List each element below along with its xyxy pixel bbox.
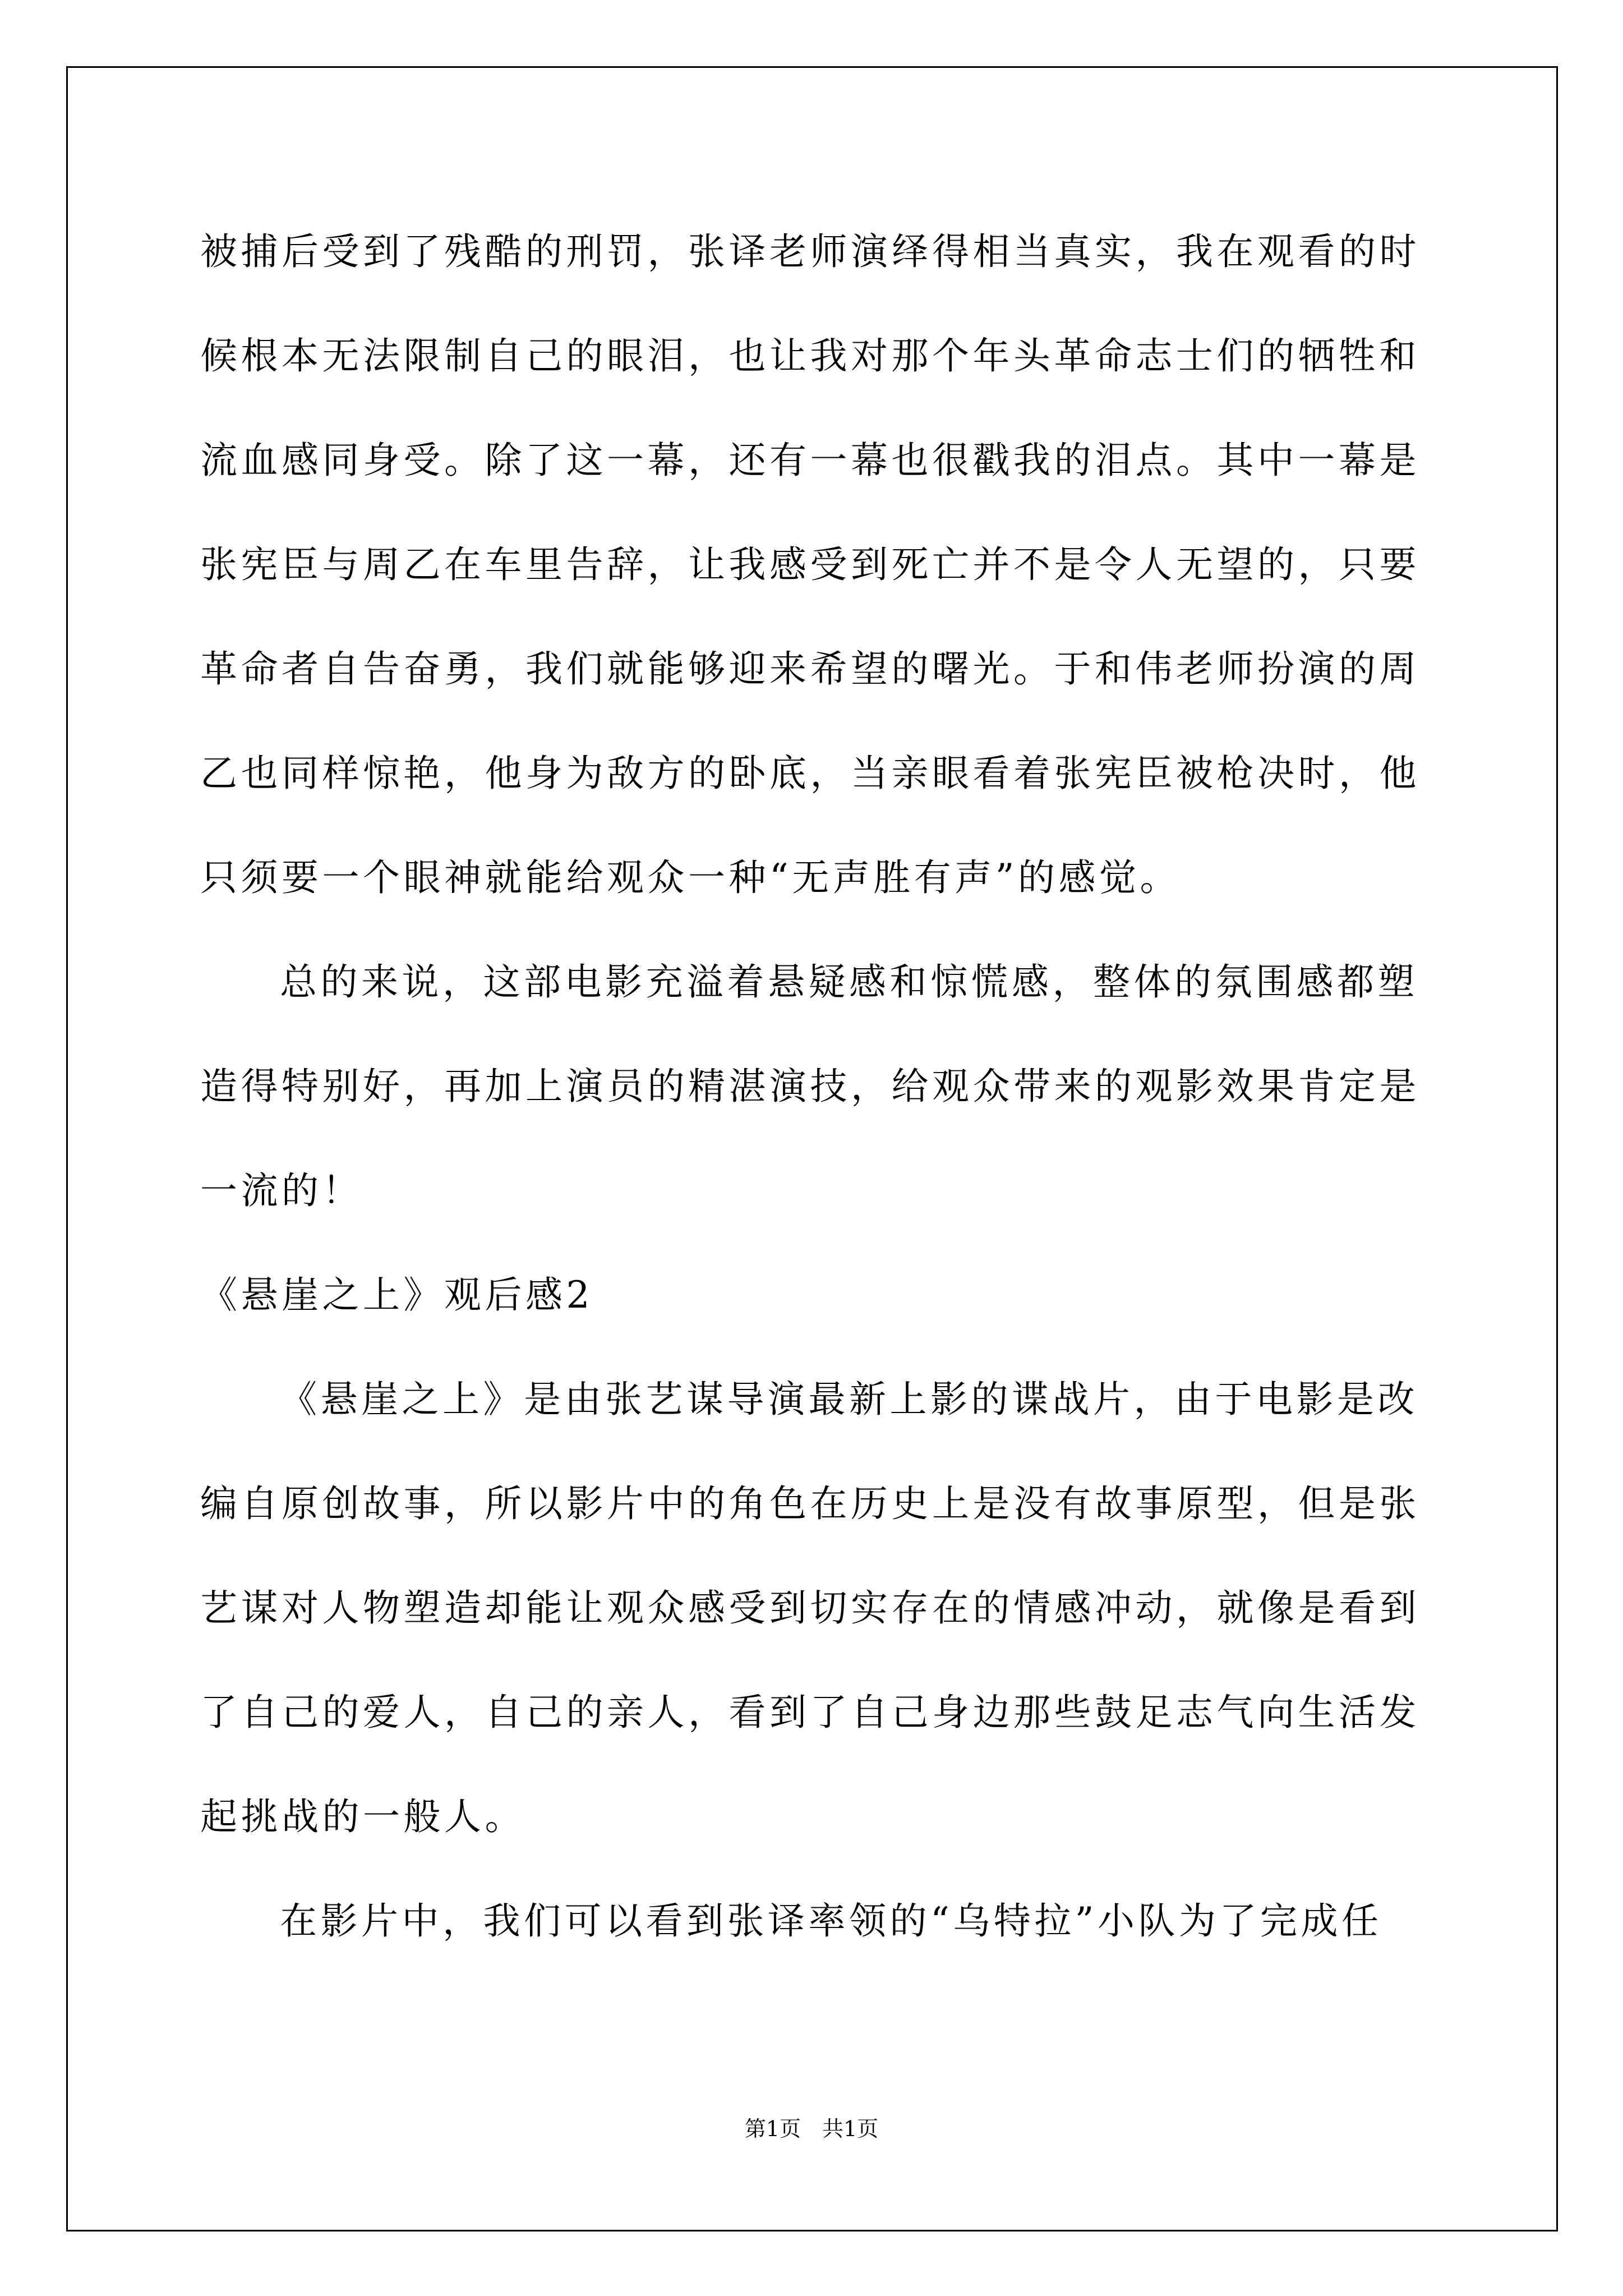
body-line: 艺谋对人物塑造却能让观众感受到切实存在的情感冲动，就像是看到 <box>200 1586 1420 1630</box>
body-line: 造得特别好，再加上演员的精湛演技，给观众带来的观影效果肯定是 <box>200 1065 1420 1108</box>
body-line: 编自原创故事，所以影片中的角色在历史上是没有故事原型，但是张 <box>200 1482 1420 1525</box>
document-body <box>200 215 1434 1989</box>
body-line: 起挑战的一般人。 <box>200 1795 525 1838</box>
body-line: 张宪臣与周乙在车里告辞，让我感受到死亡并不是令人无望的，只要 <box>200 543 1420 586</box>
body-line: 一流的！ <box>200 1169 363 1212</box>
paragraph-start-line: 总的来说，这部电影充溢着悬疑感和惊慌感，整体的氛围感都塑 <box>280 960 1418 1004</box>
body-line: 革命者自告奋勇，我们就能够迎来希望的曙光。于和伟老师扮演的周 <box>200 647 1420 691</box>
body-line: 候根本无法限制自己的眼泪，也让我对那个年头革命志士们的牺牲和 <box>200 334 1420 378</box>
paragraph-start-line: 《悬崖之上》是由张艺谋导演最新上影的谍战片，由于电影是改 <box>280 1378 1418 1421</box>
body-line: 只须要一个眼神就能给观众一种“无声胜有声”的感觉。 <box>200 856 1181 899</box>
paragraph-start-line: 在影片中，我们可以看到张译率领的“乌特拉”小队为了完成任 <box>280 1899 1382 1943</box>
body-line: 乙也同样惊艳，他身为敌方的卧底，当亲眼看着张宪臣被枪决时，他 <box>200 752 1420 795</box>
body-line: 了自己的爱人，自己的亲人，看到了自己身边那些鼓足志气向生活发 <box>200 1691 1420 1734</box>
body-line: 被捕后受到了残酷的刑罚，张译老师演绎得相当真实，我在观看的时 <box>200 230 1420 273</box>
body-line: 流血感同身受。除了这一幕，还有一幕也很戳我的泪点。其中一幕是 <box>200 439 1420 482</box>
section-heading: 《悬崖之上》观后感2 <box>200 1273 593 1317</box>
page-footer: 第1页 共1页 <box>744 2116 879 2141</box>
